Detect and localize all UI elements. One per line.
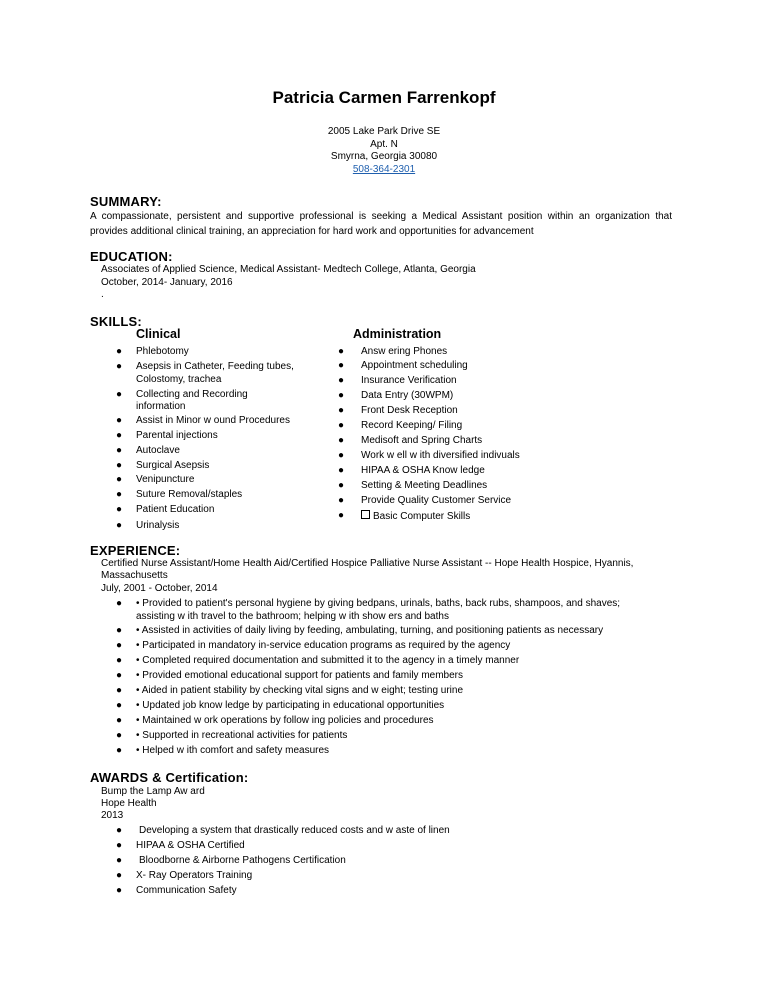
education-heading: EDUCATION: xyxy=(90,249,173,264)
list-item: Communication Safety xyxy=(136,885,237,896)
address-line-2: Apt. N xyxy=(370,138,398,150)
list-bullet: ● xyxy=(116,640,123,651)
list-bullet: ● xyxy=(338,465,345,476)
list-bullet: ● xyxy=(116,460,123,471)
address-line-3: Smyrna, Georgia 30080 xyxy=(330,151,438,162)
list-bullet: ● xyxy=(116,389,123,400)
list-bullet: ● xyxy=(338,435,345,446)
list-bullet: ● xyxy=(116,415,123,426)
list-item: Urinalysis xyxy=(136,520,180,531)
list-bullet: ● xyxy=(116,474,123,485)
list-item: • Completed required documentation and submitted it to the agency in a timely manner xyxy=(136,655,520,666)
award-year: 2013 xyxy=(101,810,124,821)
skills-heading: SKILLS: xyxy=(90,314,142,329)
list-bullet: ● xyxy=(116,885,123,896)
list-item: Surgical Asepsis xyxy=(136,460,210,471)
clinical-heading: Clinical xyxy=(136,327,181,341)
list-item: Colostomy, trachea xyxy=(136,374,222,385)
education-degree: Associates of Applied Science, Medical Assistant- Medtech College, Atlanta, Georgia xyxy=(101,264,476,275)
list-item: Bloodborne & Airborne Pathogens Certification xyxy=(139,855,346,866)
list-bullet: ● xyxy=(116,625,123,636)
list-bullet: ● xyxy=(116,489,123,500)
award-name: Bump the Lamp Aw ard xyxy=(101,786,205,797)
phone-link[interactable]: 508-364-2301 xyxy=(352,163,416,175)
list-item: Answ ering Phones xyxy=(361,346,448,357)
list-item: Appointment scheduling xyxy=(361,360,468,371)
list-bullet: ● xyxy=(116,825,123,836)
list-bullet: ● xyxy=(116,504,123,515)
job-dates: July, 2001 - October, 2014 xyxy=(101,583,218,594)
list-item-label: Basic Computer Skills xyxy=(373,511,471,522)
list-bullet: ● xyxy=(116,346,123,357)
list-bullet: ● xyxy=(338,375,345,386)
list-bullet: ● xyxy=(338,510,345,521)
list-item: • Maintained w ork operations by follow ing policies and procedures xyxy=(136,715,434,726)
job-title-cont: Massachusetts xyxy=(101,570,168,581)
list-item: Assist in Minor w ound Procedures xyxy=(136,415,290,426)
list-item: HIPAA & OSHA Certified xyxy=(136,840,245,851)
list-bullet: ● xyxy=(338,495,345,506)
list-item: • Supported in recreational activities for patients xyxy=(136,730,348,741)
list-bullet: ● xyxy=(116,670,123,681)
list-item: Record Keeping/ Filing xyxy=(361,420,463,431)
list-item: Medisoft and Spring Charts xyxy=(361,435,483,446)
list-bullet: ● xyxy=(338,390,345,401)
list-item: Suture Removal/staples xyxy=(136,489,243,500)
list-item: information xyxy=(136,401,186,412)
list-item: Patient Education xyxy=(136,504,215,515)
list-item: assisting w ith travel to the bathroom; helping w ith show ers and baths xyxy=(136,611,449,622)
award-org: Hope Health xyxy=(101,798,157,809)
list-item: Autoclave xyxy=(136,445,180,456)
list-bullet: ● xyxy=(116,855,123,866)
education-extra: . xyxy=(101,289,104,300)
list-item: Venipuncture xyxy=(136,474,195,485)
list-item: Setting & Meeting Deadlines xyxy=(361,480,488,491)
list-item: Front Desk Reception xyxy=(361,405,458,416)
checkbox-icon xyxy=(361,510,370,519)
list-bullet: ● xyxy=(116,745,123,756)
list-bullet: ● xyxy=(116,598,123,609)
list-bullet: ● xyxy=(338,450,345,461)
list-item: Data Entry (30WPM) xyxy=(361,390,454,401)
list-bullet: ● xyxy=(338,346,345,357)
summary-text: A compassionate, persistent and supportive professional is seeking a Medical Assistant position within an organization that provides additional clinical training, an appreciation for hard work and opportunities for advancement xyxy=(90,211,672,237)
list-item: Developing a system that drastically reduced costs and w aste of linen xyxy=(139,825,450,836)
list-item: • Assisted in activities of daily living by feeding, ambulating, turning, and positioning patients as necessary xyxy=(136,625,604,636)
administration-heading: Administration xyxy=(353,327,442,341)
list-bullet: ● xyxy=(338,360,345,371)
candidate-name: Patricia Carmen Farrenkopf xyxy=(272,88,496,107)
list-item: X- Ray Operators Training xyxy=(136,870,253,881)
list-item: • Updated job know ledge by participating in educational opportunities xyxy=(136,700,445,711)
list-bullet: ● xyxy=(338,405,345,416)
list-bullet: ● xyxy=(116,655,123,666)
summary-heading: SUMMARY: xyxy=(90,194,162,209)
list-item: Work w ell w ith diversified indivuals xyxy=(361,450,520,461)
list-item: • Aided in patient stability by checking vital signs and w eight; testing urine xyxy=(136,685,464,696)
list-item: • Participated in mandatory in-service education programs as required by the agency xyxy=(136,640,511,651)
list-item: • Helped w ith comfort and safety measures xyxy=(136,745,330,756)
list-item: • Provided emotional educational support for patients and family members xyxy=(136,670,464,681)
list-bullet: ● xyxy=(116,840,123,851)
list-item: Provide Quality Customer Service xyxy=(361,495,512,506)
list-bullet: ● xyxy=(338,420,345,431)
education-dates: October, 2014- January, 2016 xyxy=(101,277,233,288)
list-bullet: ● xyxy=(116,685,123,696)
list-bullet: ● xyxy=(116,445,123,456)
list-item: Collecting and Recording xyxy=(136,389,248,400)
awards-heading: AWARDS & Certification: xyxy=(90,770,249,785)
list-item: HIPAA & OSHA Know ledge xyxy=(361,465,485,476)
list-bullet: ● xyxy=(338,480,345,491)
list-bullet: ● xyxy=(116,715,123,726)
address-block xyxy=(0,126,768,176)
list-item xyxy=(361,510,470,524)
address-line-1: 2005 Lake Park Drive SE xyxy=(327,126,441,137)
list-item: Asepsis in Catheter, Feeding tubes, xyxy=(136,361,294,372)
list-bullet: ● xyxy=(116,870,123,881)
list-item: Insurance Verification xyxy=(361,375,457,386)
job-title: Certified Nurse Assistant/Home Health Aid/Certified Hospice Palliative Nurse Assistant -- Hope Health Hospice, Hyannis, xyxy=(101,558,634,569)
list-bullet: ● xyxy=(116,520,123,531)
list-item: Phlebotomy xyxy=(136,346,189,357)
list-bullet: ● xyxy=(116,700,123,711)
list-bullet: ● xyxy=(116,430,123,441)
list-bullet: ● xyxy=(116,361,123,372)
list-item: • Provided to patient's personal hygiene by giving bedpans, urinals, baths, back rubs, shampoos, and shaves; xyxy=(136,598,621,609)
list-bullet: ● xyxy=(116,730,123,741)
list-item: Parental injections xyxy=(136,430,218,441)
experience-heading: EXPERIENCE: xyxy=(90,543,181,558)
